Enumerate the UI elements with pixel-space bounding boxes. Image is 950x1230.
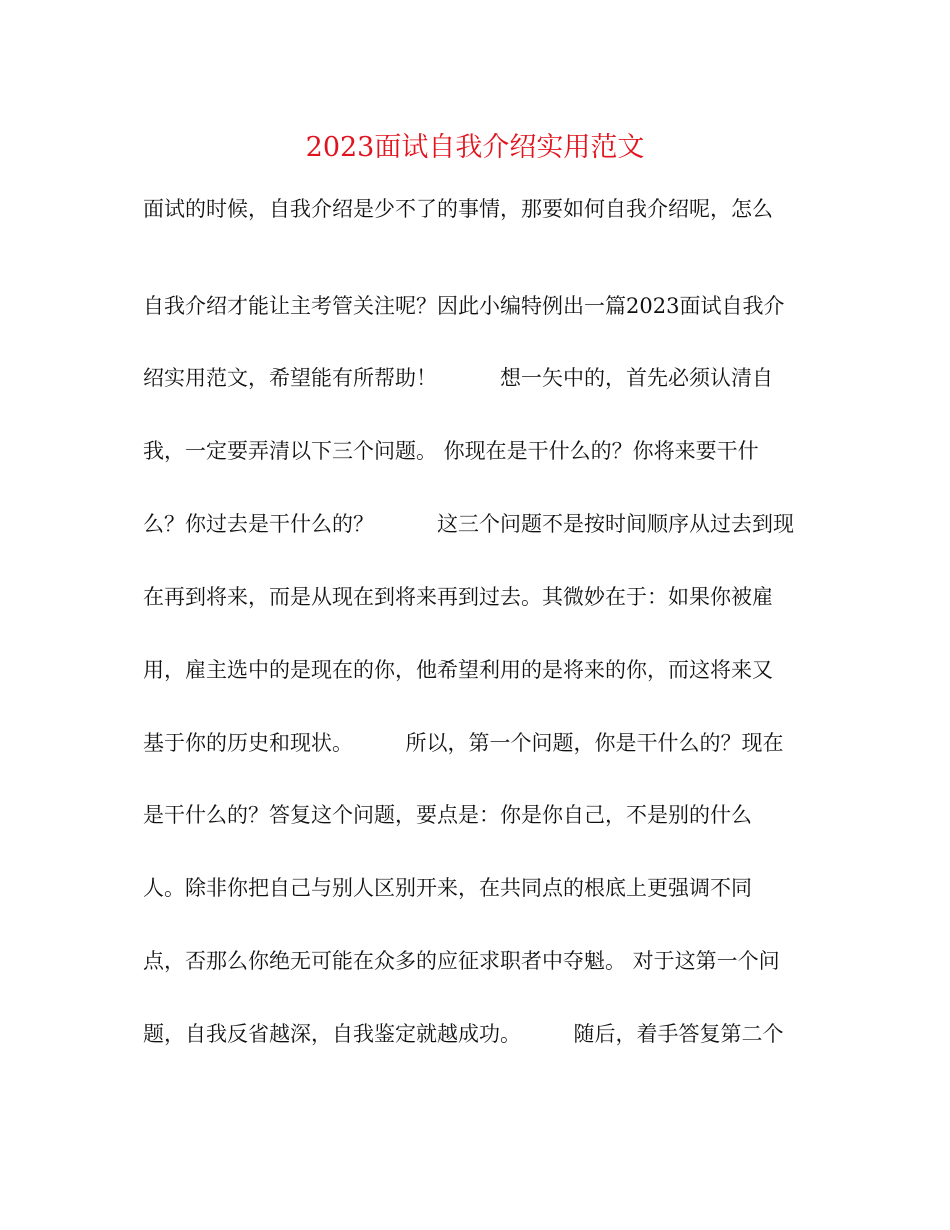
body-line-11: 点，否那么你绝无可能在众多的应征求职者中夺魁。 对于这第一个问 (143, 949, 780, 973)
body-line-5: 么？你过去是干什么的？ 这三个问题不是按时间顺序从过去到现 (143, 512, 794, 536)
body-line-4: 我，一定要弄清以下三个问题。 你现在是干什么的？你将来要干什 (143, 439, 759, 463)
body-line-10: 人。除非你把自己与别人区别开来，在共同点的根底上更强调不同 (143, 876, 752, 900)
body-line-12: 题，自我反省越深，自我鉴定就越成功。 随后，着手答复第二个 (143, 1022, 784, 1046)
body-line-6: 在再到将来，而是从现在到将来再到过去。其微妙在于：如果你被雇 (143, 585, 773, 609)
document-title: 2023面试自我介绍实用范文 (305, 132, 645, 163)
body-line-1: 面试的时候，自我介绍是少不了的事情，那要如何自我介绍呢，怎么 (143, 197, 773, 221)
body-line-3: 绍实用范文，希望能有所帮助！ 想一矢中的，首先必须认清自 (143, 366, 773, 390)
body-line-7: 用，雇主选中的是现在的你，他希望利用的是将来的你，而这将来又 (143, 658, 773, 682)
body-line-9: 是干什么的？答复这个问题，要点是：你是你自己，不是别的什么 (143, 803, 752, 827)
body-line-2: 自我介绍才能让主考管关注呢？因此小编特例出一篇2023面试自我介 (143, 294, 785, 318)
body-line-8: 基于你的历史和现状。 所以，第一个问题，你是干什么的？现在 (143, 731, 784, 755)
